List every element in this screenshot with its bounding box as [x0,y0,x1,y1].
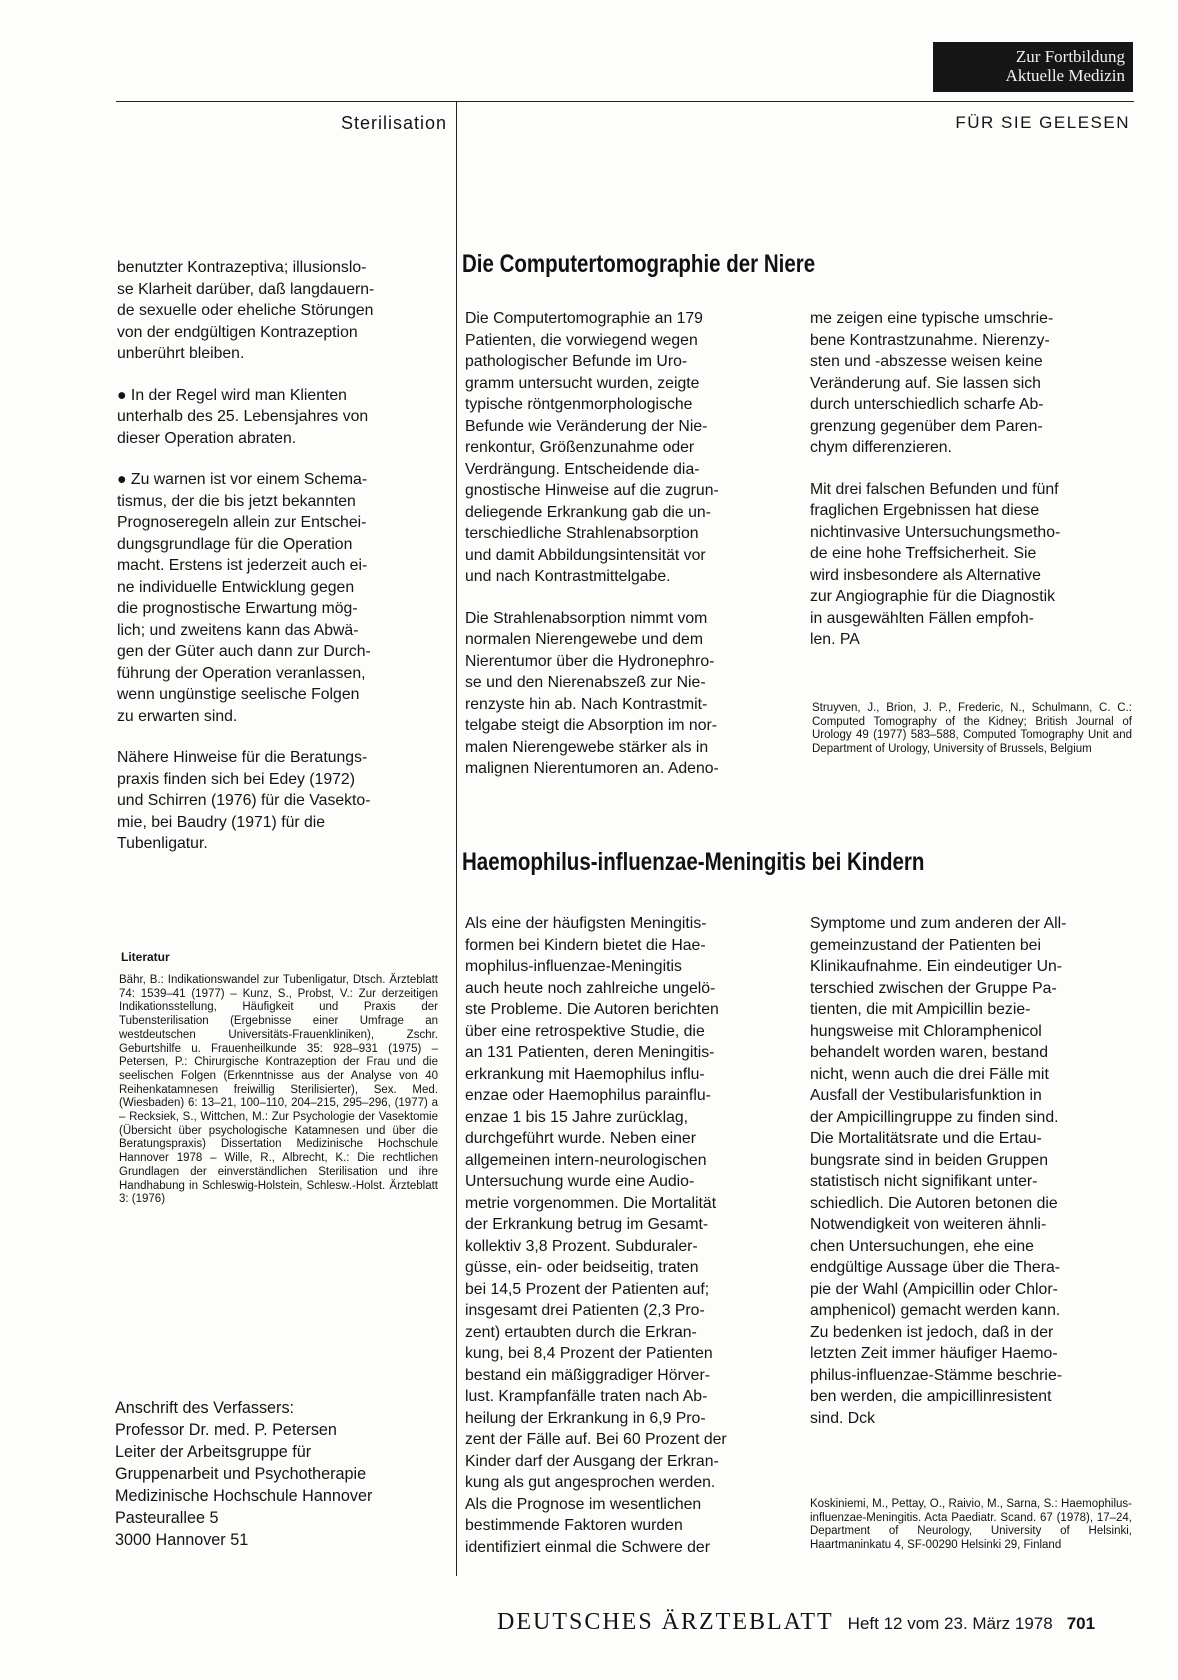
author-address: Anschrift des Verfassers: Professor Dr. med. P. Petersen Leiter der Arbeitsgruppe für Gruppenarbeit und Psychotherapie Medizinische Hochschule Hannover Pasteurallee 5 3000 Hannover 51 [115,1399,373,1549]
article1-column-2 [810,308,1132,671]
paragraph: me zeigen eine typische umschrie- bene Kontrastzunahme. Nierenzy- sten und -abszesse weisen keine Veränderung auf. Sie lassen sich durch unterschiedlich scharfe Ab- grenzung gegenüber dem Paren- chym differenzieren. [810,310,1054,456]
paragraph: Symptome und zum anderen der All- gemeinzustand der Patienten bei Klinikaufnahme. Ein eindeutiger Un- terschied zwischen der Gruppe Pa- tienten, die mit Ampicillin bezie- hungsweise mit Chloramphenicol behandelt worden waren, bestand nicht, wenn auch die drei Fälle mit Ausfall der Vestibularisfunktion in der Ampicillingruppe zu finden sind. Die Mortalitätsrate und die Ertau- bungsrate sind in beiden Gruppen statistisch nicht signifikant unter- schiedlich. Die Autoren betonen die Notwendigkeit von weiteren ähnli- chen Untersuchungen, ehe eine endgültige Aussage über die Thera- pie der Wahl (Ampicillin oder Chlor- amphenicol) gemacht werden kann. Zu bedenken ist jedoch, daß in der letzten Zeit immer häufiger Haemo- philus-influenzae-Stämme beschrie- ben werden, die ampicillinresistent sind. Dck [810,915,1067,1427]
article2-column-1 [465,913,783,1578]
badge-line-2: Aktuelle Medizin [1005,66,1125,85]
column-divider [456,101,457,1576]
journal-name: DEUTSCHES ÄRZTEBLATT [497,1609,834,1635]
literature-list: Bähr, B.: Indikationswandel zur Tubenligatur, Dtsch. Ärzteblatt 74: 1539–41 (1977) – Kunz, S., Probst, V.: Zur derzeitigen Indikationsstellung, Häufigkeit und Praxis der Tubensterilisation (Ergebnisse einer Umfrage an westdeutschen Universitäts-Frauenkliniken), Zschr. Geburtshilfe u. Frauenheilkunde 35: 928–931 (1975) – Petersen, P.: Chirurgische Kontrazeption der Frau und die seelischen Folgen (Erkenntnisse aus der Analyse von 40 Reihenkatamnesen freiwillig Sterilisierter), Sex. Med. (Wiesbaden) 6: 13–21, 100–110, 204–215, 295–296, (1977) a – Recksiek, S., Wittchen, M.: Zur Psychologie der Vasektomie (Übersicht über psychologische Katamnesen und über die Beratungspraxis) Dissertation Medizinische Hochschule Hannover 1978 – Wille, R., Albrecht, K.: Die rechtlichen Grundlagen der einverständlichen Sterilisation und ihre Handhabung in Schleswig-Holstein, Schlesw.-Holst. Ärzteblatt 3: (1976) [119,974,438,1206]
section-badge [933,42,1133,92]
badge-line-1: Zur Fortbildung [1015,47,1125,66]
paragraph: benutzter Kontrazeptiva; illusionslo- se Klarheit darüber, daß langdauern- de sexuelle oder eheliche Störungen von der endgültigen Kontrazeption unberührt bleiben. [117,259,375,362]
article2-column-2 [810,913,1132,1449]
page-number: 701 [1066,1614,1096,1633]
paragraph: ● Zu warnen ist vor einem Schema- tismus, der die bis jetzt bekannten Prognoseregeln allein zur Entschei- dungsgrundlage für die Operation macht. Erstens ist jederzeit auch ei- ne individuelle Entwicklung gegen die prognostische Erwartung mög- lich; und zweitens kann das Abwä- gen der Güter auch dann zur Durch- führung der Operation veranlassen, wenn ungünstige seelische Folgen zu erwarten sind. [117,471,371,725]
literature-heading: Literatur [121,950,170,964]
paragraph: Die Computertomographie an 179 Patienten, die vorwiegend wegen pathologischer Befunde im Uro- gramm untersucht wurden, zeigte typische röntgenmorphologische Befunde wie Veränderung der Nie- renkontur, Größenzunahme oder Verdrängung. Entscheidende dia- gnostische Hinweise auf die zugrun- deliegende Erkrankung gab die un- terschiedliche Strahlenabsorption und damit Abbildungsintensität vor und nach Kontrastmittelgabe. [465,310,719,585]
page-footer [497,1609,1095,1636]
paragraph: Die Strahlenabsorption nimmt vom normalen Nierengewebe und dem Nierentumor über die Hydronephro- se und den Nierenabszeß zur Nie- renzyste hin ab. Nach Kontrastmit- telgabe steigt die Absorption im nor- malen Nierengewebe stärker als in malignen Nierentumoren an. Adeno- [465,609,719,777]
paragraph: ● In der Regel wird man Klienten unterhalb des 25. Lebensjahres von dieser Operation abraten. [117,386,369,447]
section-label-left: Sterilisation [340,113,447,133]
issue-info: Heft 12 vom 23. März 1978 [847,1614,1053,1633]
paragraph: Nähere Hinweise für die Beratungs- praxis finden sich bei Edey (1972) und Schirren (1976) für die Vasekto- mie, bei Baudry (1971) für die Tubenligatur. [117,749,371,852]
paragraph: Mit drei falschen Befunden und fünf fraglichen Ergebnissen hat diese nichtinvasive Untersuchungsmetho- de eine hohe Treffsicherheit. Sie wird insbesondere als Alternative zur Angiographie für die Diagnostik in ausgewählten Fällen empfoh- len. PA [810,480,1061,648]
article1-reference: Struyven, J., Brion, J. P., Frederic, N., Schulmann, C. C.: Computed Tomography of the Kidney; British Journal of Urology 49 (1977) 583–588, Computed Tomography Unit and Department of Urology, University of Brussels, Belgium [812,702,1132,756]
article2-reference: Koskiniemi, M., Pettay, O., Raivio, M., Sarna, S.: Haemophilus-influenzae-Meningitis. Acta Paediatr. Scand. 67 (1978), 17–24, Department of Neurology, University of Helsinki, Haartmaninkatu 4, SF-00290 Helsinki 29, Finland [810,1498,1132,1552]
header-rule [116,101,1134,102]
paragraph: Als eine der häufigsten Meningitis- formen bei Kindern bietet die Hae- mophilus-influenzae-Meningitis auch heute noch zahlreiche ungelö- ste Probleme. Die Autoren berichten über eine retrospektive Studie, die an 131 Patienten, deren Meningitis- erkrankung mit Haemophilus influ- enzae oder Haemophilus parainflu- enzae 1 bis 15 Jahre zurücklag, durchgeführt wurde. Neben einer allgemeinen intern-neurologischen Untersuchung wurde eine Audio- metrie vorgenommen. Die Mortalität der Erkrankung betrug im Gesamt- kollektiv 3,8 Prozent. Subduraler- güsse, ein- oder beidseitig, traten bei 14,5 Prozent der Patienten auf; insgesamt drei Patienten (2,3 Pro- zent) ertaubten durch die Erkran- kung, bei 8,4 Prozent der Patienten bestand ein mäßiggradiger Hörver- lust. Krampfanfälle traten nach Ab- heilung der Erkrankung in 6,9 Pro- zent der Fälle auf. Bei 60 Prozent der Kinder darf der Ausgang der Erkran- kung als gut angesprochen werden. Als die Prognose im wesentlichen bestimmende Faktoren wurden identifiziert einmal die Schwere der [465,915,727,1556]
left-column-text [117,257,439,875]
article-title-meningitis: Haemophilus-influenzae-Meningitis bei Kindern [462,848,925,876]
article-title-kidney-ct: Die Computertomographie der Niere [462,250,816,278]
section-label-right: FÜR SIE GELESEN [955,113,1130,132]
article1-column-1 [465,308,783,800]
